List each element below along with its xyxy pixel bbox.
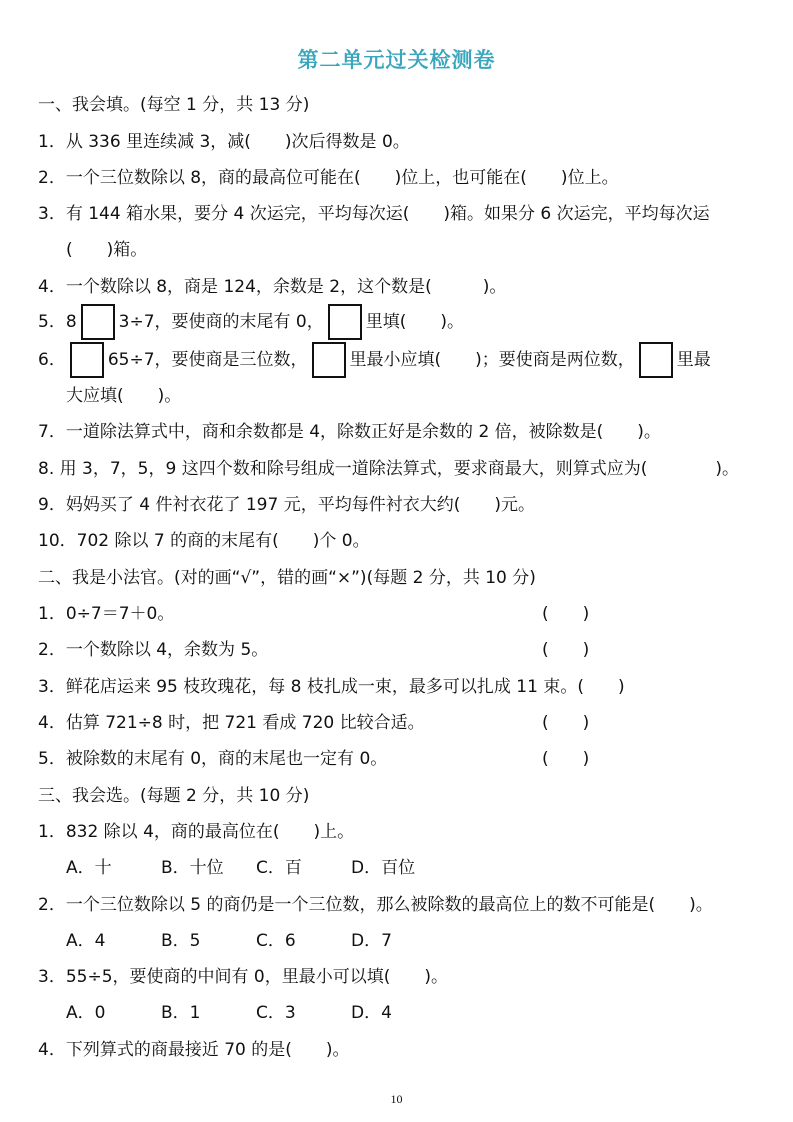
s3-question-3-options: [66, 1003, 446, 1023]
option-d[interactable]: D．7: [351, 931, 392, 951]
q6-prefix: 6．: [38, 350, 66, 370]
s1-question-10: 10．702 除以 7 的商的末尾有( )个 0。: [38, 531, 370, 551]
q6-middle2: 里最小应填( )；要使商是两位数，: [349, 350, 635, 370]
s1-question-5: [38, 304, 464, 340]
s1-question-3-line2: ( )箱。: [66, 240, 148, 260]
s3-question-1: 1．832 除以 4，商的最高位在( )上。: [38, 822, 355, 842]
option-b[interactable]: B．十位: [161, 858, 224, 878]
s1-question-2: 2．一个三位数除以 8，商的最高位可能在( )位上，也可能在( )位上。: [38, 168, 619, 188]
q5-middle: 3÷7，要使商的末尾有 0，: [118, 312, 324, 332]
option-b[interactable]: B．1: [161, 1003, 201, 1023]
s1-question-9: 9．妈妈买了 4 件衬衣花了 197 元，平均每件衬衣大约( )元。: [38, 495, 535, 515]
s1-question-8: 8. 用 3，7，5，9 这四个数和除号组成一道除法算式，要求商最大，则算式应为( )。: [38, 459, 739, 479]
s1-question-7: 7．一道除法算式中，商和余数都是 4，除数正好是余数的 2 倍，被除数是( )。: [38, 422, 661, 442]
q6-suffix: 里最: [676, 350, 711, 370]
s2-answer-mark-4[interactable]: ( ): [542, 713, 590, 733]
page-number: 10: [390, 1092, 403, 1106]
option-d[interactable]: D．4: [351, 1003, 392, 1023]
option-d[interactable]: D．百位: [351, 858, 416, 878]
s2-item-1: 1．0÷7＝7＋0。: [38, 604, 175, 624]
section1-heading: 一、我会填。(每空 1 分，共 13 分): [38, 95, 310, 115]
s2-answer-mark-2[interactable]: ( ): [542, 640, 590, 660]
s3-question-3: 3．55÷5，要使商的中间有 0，里最小可以填( )。: [38, 967, 448, 987]
s2-item-4: 4．估算 721÷8 时，把 721 看成 720 比较合适。: [38, 713, 425, 733]
s2-answer-mark-1[interactable]: ( ): [542, 604, 590, 624]
s1-question-3-line1: 3．有 144 箱水果，要分 4 次运完，平均每次运( )箱。如果分 6 次运完，平均每次运: [38, 204, 710, 224]
section3-heading: 三、我会选。(每题 2 分，共 10 分): [38, 786, 310, 806]
s2-answer-mark-5[interactable]: ( ): [542, 749, 590, 769]
s1-question-1: 1．从 336 里连续减 3，减( )次后得数是 0。: [38, 132, 410, 152]
s3-question-1-options: [66, 858, 446, 878]
s1-question-4: 4．一个数除以 8，商是 124，余数是 2，这个数是( )。: [38, 277, 507, 297]
page-title: 第二单元过关检测卷: [297, 48, 496, 72]
option-a[interactable]: A．十: [66, 858, 112, 878]
s2-item-2: 2．一个数除以 4，余数为 5。: [38, 640, 269, 660]
s1-question-6-line2: 大应填( )。: [66, 386, 182, 406]
answer-box[interactable]: [81, 304, 115, 340]
answer-box[interactable]: [328, 304, 362, 340]
option-b[interactable]: B．5: [161, 931, 201, 951]
answer-box[interactable]: [312, 342, 346, 378]
s3-question-4: 4．下列算式的商最接近 70 的是( )。: [38, 1040, 350, 1060]
option-c[interactable]: C．6: [256, 931, 296, 951]
answer-box[interactable]: [70, 342, 104, 378]
section2-heading: 二、我是小法官。(对的画“√”，错的画“×”)(每题 2 分，共 10 分): [38, 568, 536, 588]
s3-question-2-options: [66, 931, 446, 951]
answer-box[interactable]: [639, 342, 673, 378]
option-a[interactable]: A．0: [66, 1003, 106, 1023]
q6-middle: 65÷7，要使商是三位数，: [107, 350, 308, 370]
s1-question-6: [38, 342, 711, 378]
s2-item-3: 3．鲜花店运来 95 枝玫瑰花，每 8 枝扎成一束，最多可以扎成 11 束。( ): [38, 677, 625, 697]
option-c[interactable]: C．3: [256, 1003, 296, 1023]
q5-suffix: 里填( )。: [365, 312, 465, 332]
s2-item-5: 5．被除数的末尾有 0，商的末尾也一定有 0。: [38, 749, 388, 769]
option-a[interactable]: A．4: [66, 931, 106, 951]
s3-question-2: 2．一个三位数除以 5 的商仍是一个三位数，那么被除数的最高位上的数不可能是( )。: [38, 895, 713, 915]
q5-prefix: 5．8: [38, 312, 77, 332]
option-c[interactable]: C．百: [256, 858, 302, 878]
